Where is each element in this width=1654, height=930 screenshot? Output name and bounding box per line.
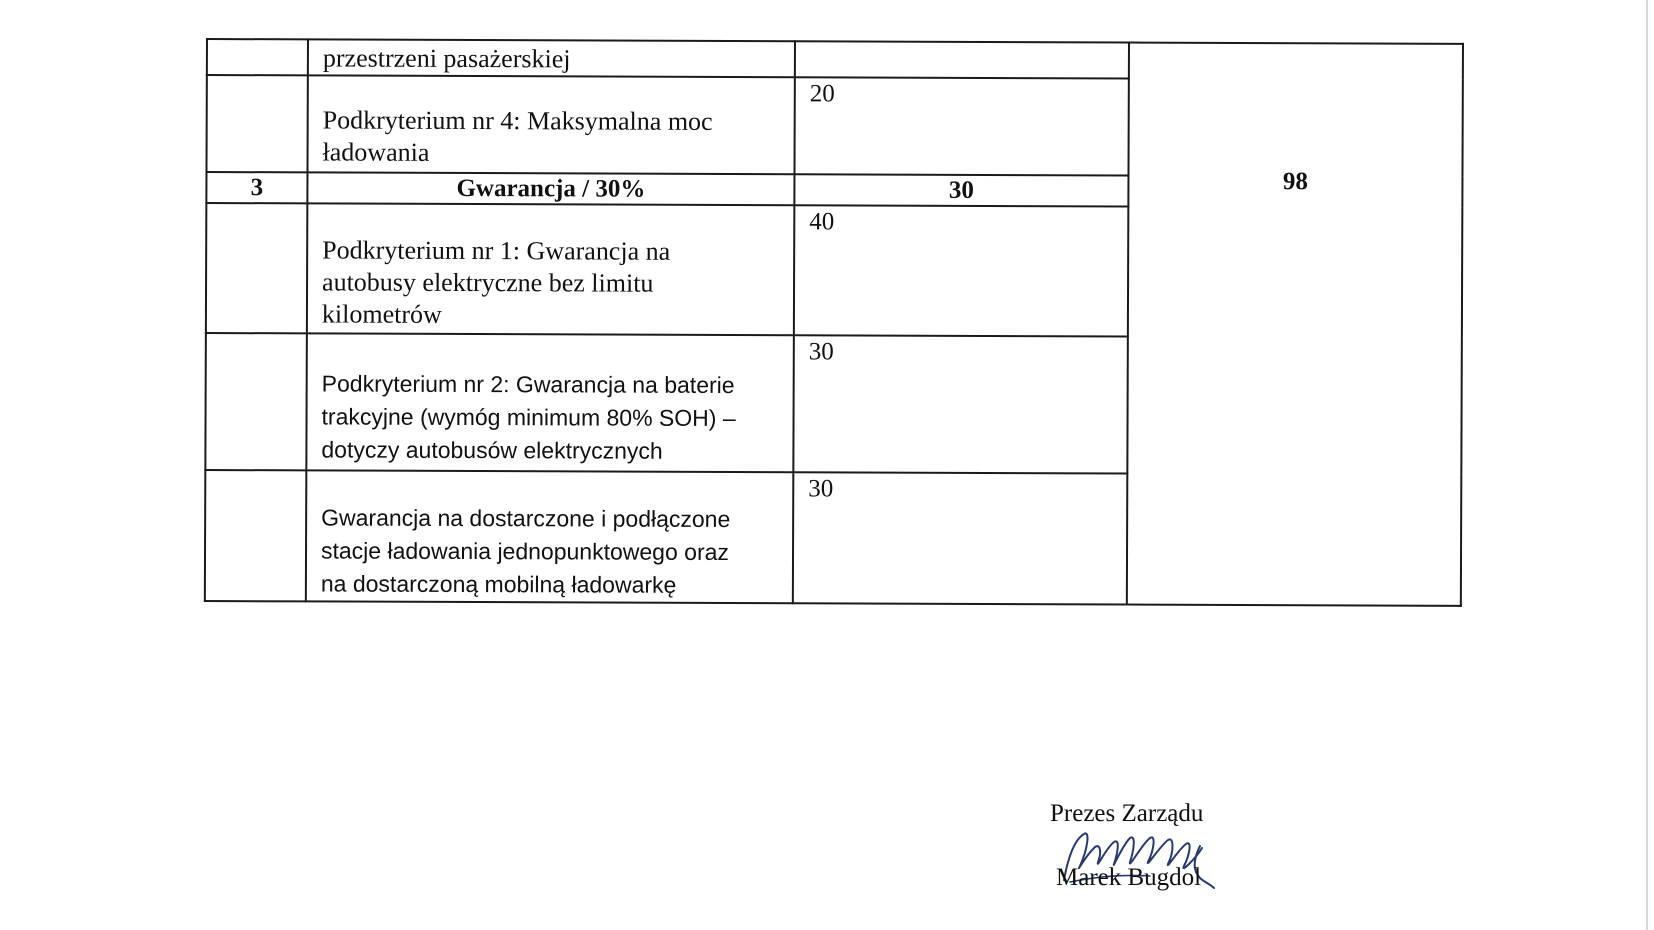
- points-cell: [794, 205, 1128, 336]
- page-edge: [1646, 0, 1648, 930]
- row-description: przestrzeni pasażerskiej: [322, 43, 571, 74]
- number-cell: [206, 75, 307, 172]
- number-cell: [207, 39, 308, 75]
- description-cell: [306, 470, 793, 603]
- description-line: kilometrów: [321, 299, 442, 329]
- description-line: ładowania: [322, 137, 430, 167]
- row-description: [307, 334, 793, 468]
- description-cell: [306, 333, 794, 472]
- criteria-table: [204, 38, 1464, 607]
- points-cell: [793, 472, 1128, 604]
- description-line: Podkryterium nr 2: Gwarancja na baterie: [321, 370, 735, 399]
- points-cell: [793, 335, 1128, 473]
- points-value: 30: [808, 338, 834, 366]
- description-cell: [307, 75, 794, 174]
- description-line: stacje ładowania jednopunktowego oraz: [320, 537, 729, 566]
- total-score: 98: [1282, 168, 1309, 196]
- number-cell: [206, 203, 307, 333]
- row-description: [307, 471, 792, 602]
- signatory-name: Marek Bugdol: [1056, 864, 1202, 891]
- points-value: 30: [808, 475, 834, 503]
- description-line: Podkryterium nr 1: Gwarancja na: [322, 235, 671, 266]
- row-description: [308, 204, 793, 332]
- points-value: 40: [809, 208, 835, 236]
- points-value: 20: [809, 80, 835, 108]
- description-line: trakcyjne (wymóg minimum 80% SOH) –: [321, 403, 736, 432]
- signature-block: [1050, 800, 1290, 910]
- number-cell: [205, 333, 307, 470]
- table-row: [207, 39, 1463, 80]
- criterion-title: Gwarancja / 30%: [307, 172, 794, 205]
- description-line: na dostarczoną mobilną ładowarkę: [320, 570, 677, 598]
- criterion-number: 3: [206, 172, 307, 203]
- criterion-points: 30: [794, 174, 1128, 206]
- description-cell: [308, 39, 795, 77]
- points-cell: [795, 41, 1129, 78]
- description-cell: [307, 203, 794, 335]
- points-cell: [794, 77, 1128, 175]
- signatory-title: Prezes Zarządu: [1050, 800, 1204, 827]
- number-cell: [205, 470, 307, 601]
- description-line: autobusy elektryczne bez limitu: [322, 267, 654, 298]
- description-line: dotyczy autobusów elektrycznych: [321, 436, 663, 464]
- row-description: [309, 76, 794, 170]
- description-line: Podkryterium nr 4: Maksymalna moc: [322, 105, 713, 136]
- description-line: Gwarancja na dostarczone i podłączone: [321, 504, 731, 533]
- total-cell: [1127, 43, 1463, 606]
